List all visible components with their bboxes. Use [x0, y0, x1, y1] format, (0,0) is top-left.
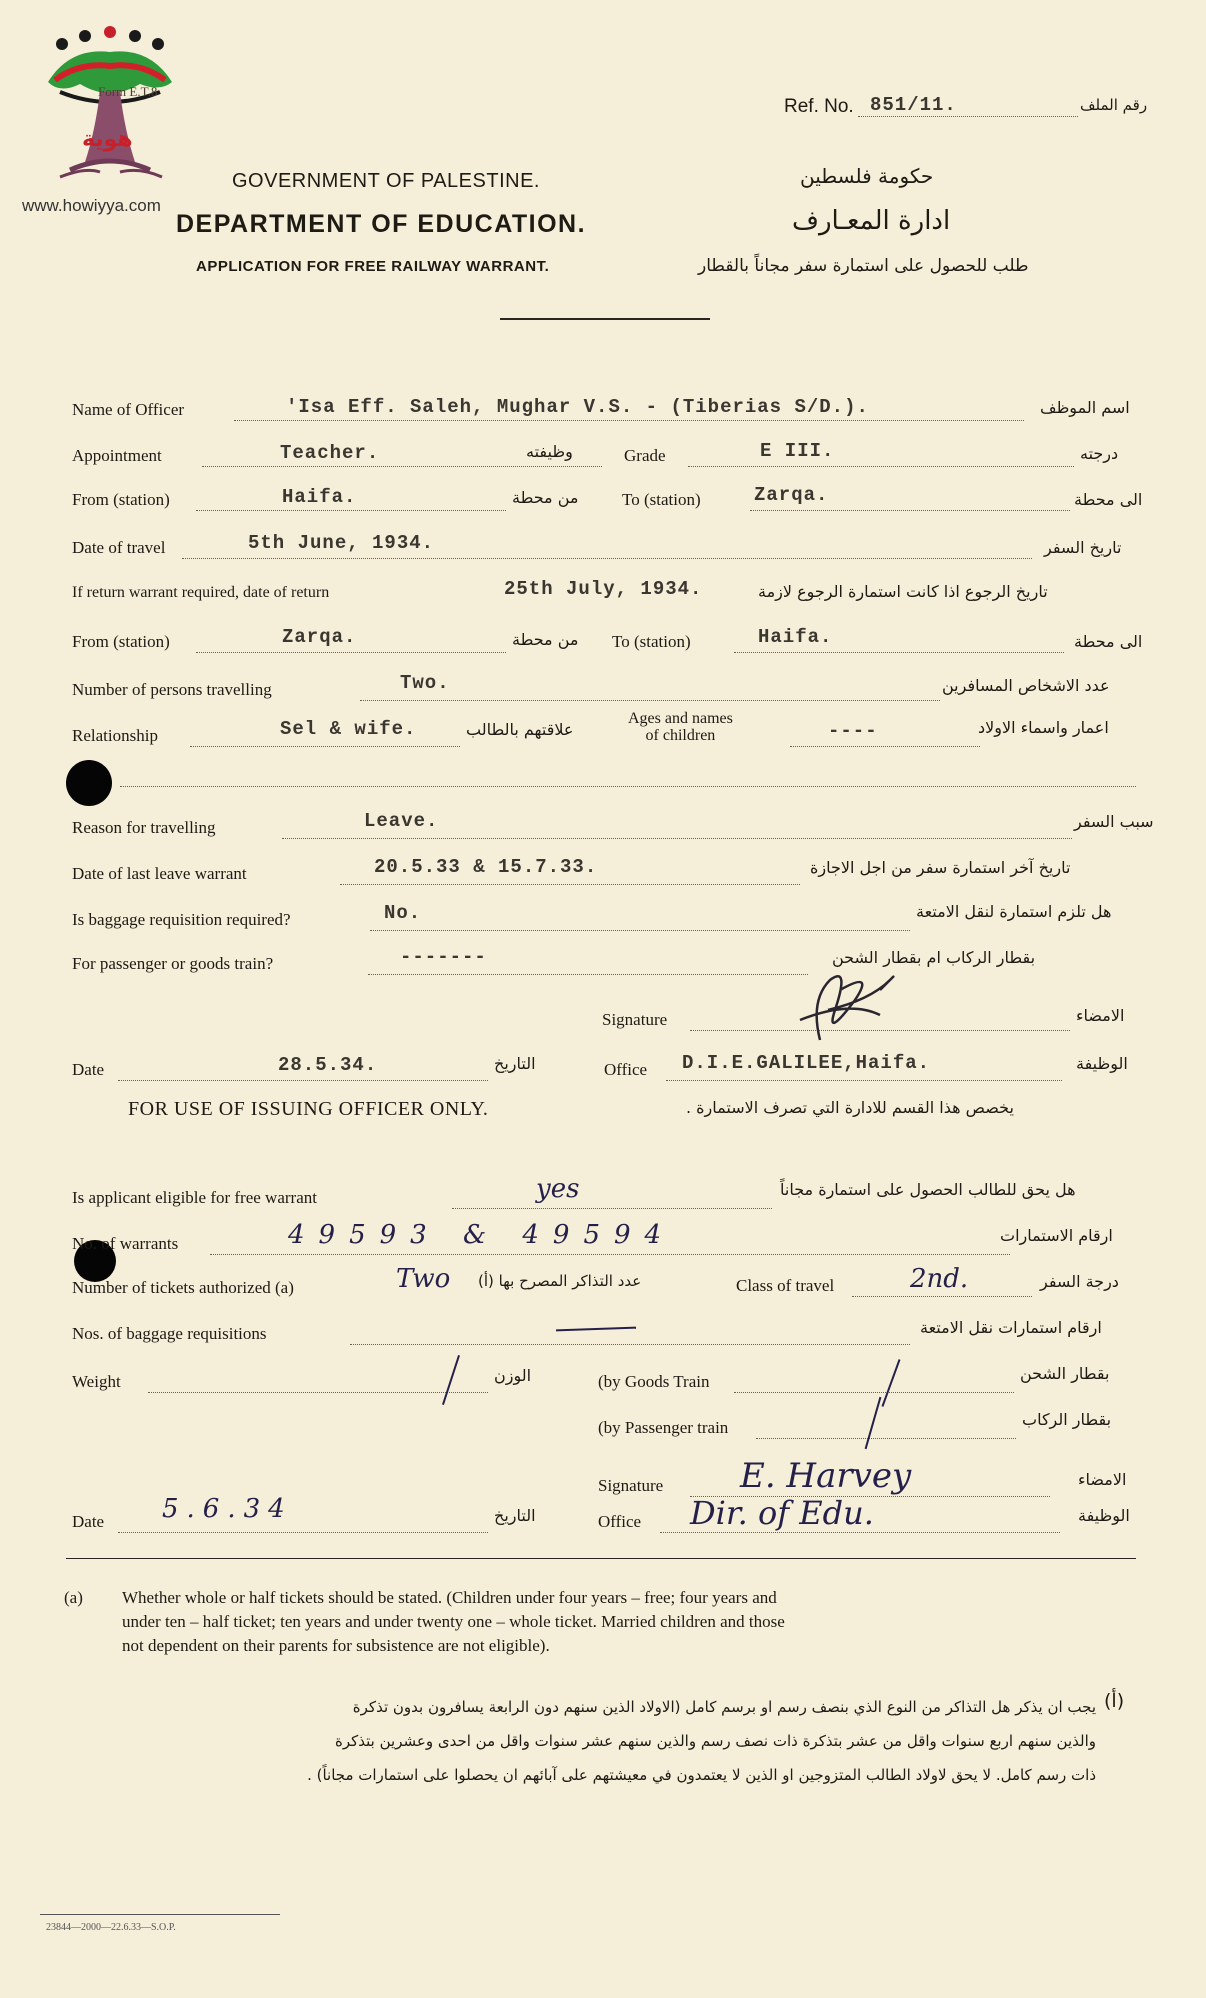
watermark-logo	[40, 22, 180, 192]
passenger-train-dash	[865, 1397, 882, 1449]
issuing-heading: FOR USE OF ISSUING OFFICER ONLY.	[128, 1098, 489, 1120]
tickets-label: Number of tickets authorized (a)	[72, 1278, 294, 1297]
last-leave-value: 20.5.33 & 15.7.33.	[374, 856, 598, 878]
footnote-en	[122, 1586, 785, 1658]
ref-value: 851/11.	[870, 94, 957, 116]
dept-title-ar: ادارة المعـارف	[792, 206, 951, 236]
issuer-date-value: 5.6.34	[162, 1494, 293, 1524]
class-label: Class of travel	[736, 1276, 835, 1295]
appointment-label-ar: وظيفته	[526, 442, 573, 461]
footnote-en-line-1: Whether whole or half tickets should be stated. (Children under four years – free; four years and	[122, 1588, 777, 1607]
date-label-ar: التاريخ	[494, 1054, 536, 1073]
return-value: 25th July, 1934.	[504, 578, 703, 600]
to-station-2-label-ar: الى محطة	[1074, 632, 1143, 651]
passenger-train-label: (by Passenger train	[598, 1418, 729, 1437]
issuer-office-label: Office	[598, 1512, 642, 1531]
issuing-heading-ar: يخصص هذا القسم للادارة التي تصرف الاستمارة .	[686, 1098, 1014, 1117]
weight-label-ar: الوزن	[494, 1366, 532, 1385]
watermark-url: www.howiyya.com	[22, 196, 161, 215]
return-label-ar: تاريخ الرجوع اذا كانت استمارة الرجوع لازمة	[758, 582, 1048, 601]
tickets-value: Two	[396, 1264, 451, 1294]
footnote-en-line-3: not dependent on their parents for subsistence are not eligible).	[122, 1636, 550, 1655]
baggage-requisitions-dash	[556, 1327, 636, 1332]
issuer-signature-label: Signature	[598, 1476, 664, 1495]
issuer-date-label-ar: التاريخ	[494, 1506, 536, 1525]
warrants-label-ar: ارقام الاستمارات	[1000, 1226, 1113, 1245]
warrants-label: No. of warrants	[72, 1234, 179, 1253]
ages-label-line-2: of children	[645, 727, 716, 744]
from-station-2-value: Zarqa.	[282, 626, 357, 648]
issuer-office-value: Dir. of Edu.	[690, 1494, 874, 1532]
watermark-logo-text: هوية	[82, 127, 133, 152]
name-label: Name of Officer	[72, 400, 185, 419]
baggage-requisitions-label: Nos. of baggage requisitions	[72, 1324, 267, 1343]
footnote-ar	[76, 1690, 1096, 1792]
footnote-ar-line-1: يجب ان يذكر هل التذاكر من النوع الذي بنصف رسم او برسم كامل (الاولاد الذين سنهم دون الرابعة يسافرون بدون تذكرة	[352, 1698, 1096, 1716]
weight-label: Weight	[72, 1372, 121, 1391]
name-value: 'Isa Eff. Saleh, Mughar V.S. - (Tiberias S/D.).	[286, 396, 869, 418]
reason-label-ar: سبب السفر	[1074, 812, 1154, 831]
passenger-train-label-ar: بقطار الركاب	[1022, 1410, 1112, 1429]
printer-line: 23844—2000—22.6.33—S.O.P.	[46, 1922, 176, 1933]
application-title-ar: طلب للحصول على استمارة سفر مجاناً بالقطار	[698, 256, 1029, 276]
office-value: D.I.E.GALILEE,Haifa.	[682, 1052, 931, 1074]
to-station-label-ar: الى محطة	[1074, 490, 1143, 509]
return-label: If return warrant required, date of return	[72, 584, 330, 601]
train-label: For passenger or goods train?	[72, 954, 274, 973]
ages-label-line-1: Ages and names	[628, 710, 733, 727]
footnote-en-line-2: under ten – half ticket; ten years and under twenty one – whole ticket. Married children and those	[122, 1612, 785, 1631]
to-station-2-value: Haifa.	[758, 626, 833, 648]
date-travel-label: Date of travel	[72, 538, 166, 557]
footnote-ar-line-3: ذات رسم كامل. لا يحق لاولاد الطالب المتزوجين او الذين لا يعتمدون في معيشتهم على آبائهم ان يحصلوا على استمارات مجاناً) .	[307, 1766, 1096, 1784]
warrants-value: 49593 & 49594	[288, 1220, 676, 1250]
relationship-label: Relationship	[72, 726, 158, 745]
class-label-ar: درجة السفر	[1040, 1272, 1119, 1291]
from-station-label: From (station)	[72, 490, 170, 509]
eligible-value: yes	[536, 1174, 580, 1204]
tree-logo-icon	[40, 22, 180, 192]
office-label-ar: الوظيفة	[1076, 1054, 1128, 1073]
appointment-value: Teacher.	[280, 442, 380, 464]
eligible-label: Is applicant eligible for free warrant	[72, 1188, 317, 1207]
relationship-value: Sel & wife.	[280, 718, 417, 740]
persons-label: Number of persons travelling	[72, 680, 272, 699]
issuer-date-label: Date	[72, 1512, 105, 1531]
baggage-value: No.	[384, 902, 422, 924]
applicant-signature	[780, 960, 920, 1050]
goods-train-dash	[882, 1359, 901, 1407]
form-number: Form E.T.8	[98, 84, 158, 99]
class-value: 2nd.	[910, 1264, 969, 1294]
gov-title-ar: حكومة فلسطين	[800, 164, 934, 188]
date-label: Date	[72, 1060, 105, 1079]
grade-label: Grade	[624, 446, 666, 465]
from-station-2-label-ar: من محطة	[512, 630, 579, 649]
persons-value: Two.	[400, 672, 450, 694]
dept-title: DEPARTMENT OF EDUCATION.	[176, 210, 587, 238]
baggage-label-ar: هل تلزم استمارة لنقل الامتعة	[916, 902, 1112, 921]
date-travel-value: 5th June, 1934.	[248, 532, 435, 554]
ref-label: Ref. No.	[784, 96, 854, 117]
grade-value: E III.	[760, 440, 835, 462]
issuer-signature-value: E. Harvey	[740, 1456, 912, 1496]
goods-train-label: (by Goods Train	[598, 1372, 710, 1391]
gov-title: GOVERNMENT OF PALESTINE.	[232, 170, 540, 192]
signature-label: Signature	[602, 1010, 668, 1029]
footnote-ar-line-2: والذين سنهم اربع سنوات واقل من عشر بتذكرة ذات نصف رسم والذين سنهم عشر سنوات واقل من احدى وعشرين بتذكرة	[335, 1732, 1096, 1750]
date-value: 28.5.34.	[278, 1054, 378, 1076]
section-rule	[66, 1558, 1136, 1559]
eligible-label-ar: هل يحق للطالب الحصول على استمارة مجاناً	[780, 1180, 1076, 1199]
ages-label	[628, 710, 733, 744]
train-label-ar: بقطار الركاب ام بقطار الشحن	[832, 948, 1036, 967]
baggage-label: Is baggage requisition required?	[72, 910, 291, 929]
header-rule	[500, 318, 710, 320]
printer-rule	[40, 1914, 280, 1915]
last-leave-label: Date of last leave warrant	[72, 864, 247, 883]
baggage-requisitions-label-ar: ارقام استمارات نقل الامتعة	[920, 1318, 1102, 1337]
date-travel-label-ar: تاريخ السفر	[1044, 538, 1122, 557]
goods-train-label-ar: بقطار الشحن	[1020, 1364, 1110, 1383]
ages-value: ----	[828, 720, 878, 742]
from-station-value: Haifa.	[282, 486, 357, 508]
from-station-2-label: From (station)	[72, 632, 170, 651]
name-label-ar: اسم الموظف	[1040, 398, 1130, 417]
reason-label: Reason for travelling	[72, 818, 216, 837]
issuer-signature-label-ar: الامضاء	[1078, 1470, 1127, 1489]
signature-label-ar: الامضاء	[1076, 1006, 1125, 1025]
footnote-marker-ar: (أ)	[1104, 1690, 1125, 1712]
to-station-2-label: To (station)	[612, 632, 691, 651]
tickets-label-ar: عدد التذاكر المصرح بها (أ)	[478, 1272, 642, 1290]
to-station-label: To (station)	[622, 490, 701, 509]
relationship-label-ar: علاقتهم بالطالب	[466, 720, 574, 739]
office-label: Office	[604, 1060, 648, 1079]
to-station-value: Zarqa.	[754, 484, 829, 506]
persons-label-ar: عدد الاشخاص المسافرين	[942, 676, 1110, 695]
from-station-label-ar: من محطة	[512, 488, 579, 507]
punch-hole	[66, 760, 112, 806]
ref-label-ar: رقم الملف	[1080, 96, 1148, 114]
issuer-office-label-ar: الوظيفة	[1078, 1506, 1130, 1525]
reason-value: Leave.	[364, 810, 439, 832]
last-leave-label-ar: تاريخ آخر استمارة سفر من اجل الاجازة	[810, 858, 1071, 877]
footnote-marker-en: (a)	[64, 1588, 83, 1607]
weight-dash	[442, 1355, 460, 1405]
ages-label-ar: اعمار واسماء الاولاد	[978, 718, 1109, 737]
appointment-label: Appointment	[72, 446, 162, 465]
train-value: -------	[400, 946, 487, 968]
application-title: APPLICATION FOR FREE RAILWAY WARRANT.	[196, 258, 550, 275]
grade-label-ar: درجته	[1080, 444, 1119, 463]
